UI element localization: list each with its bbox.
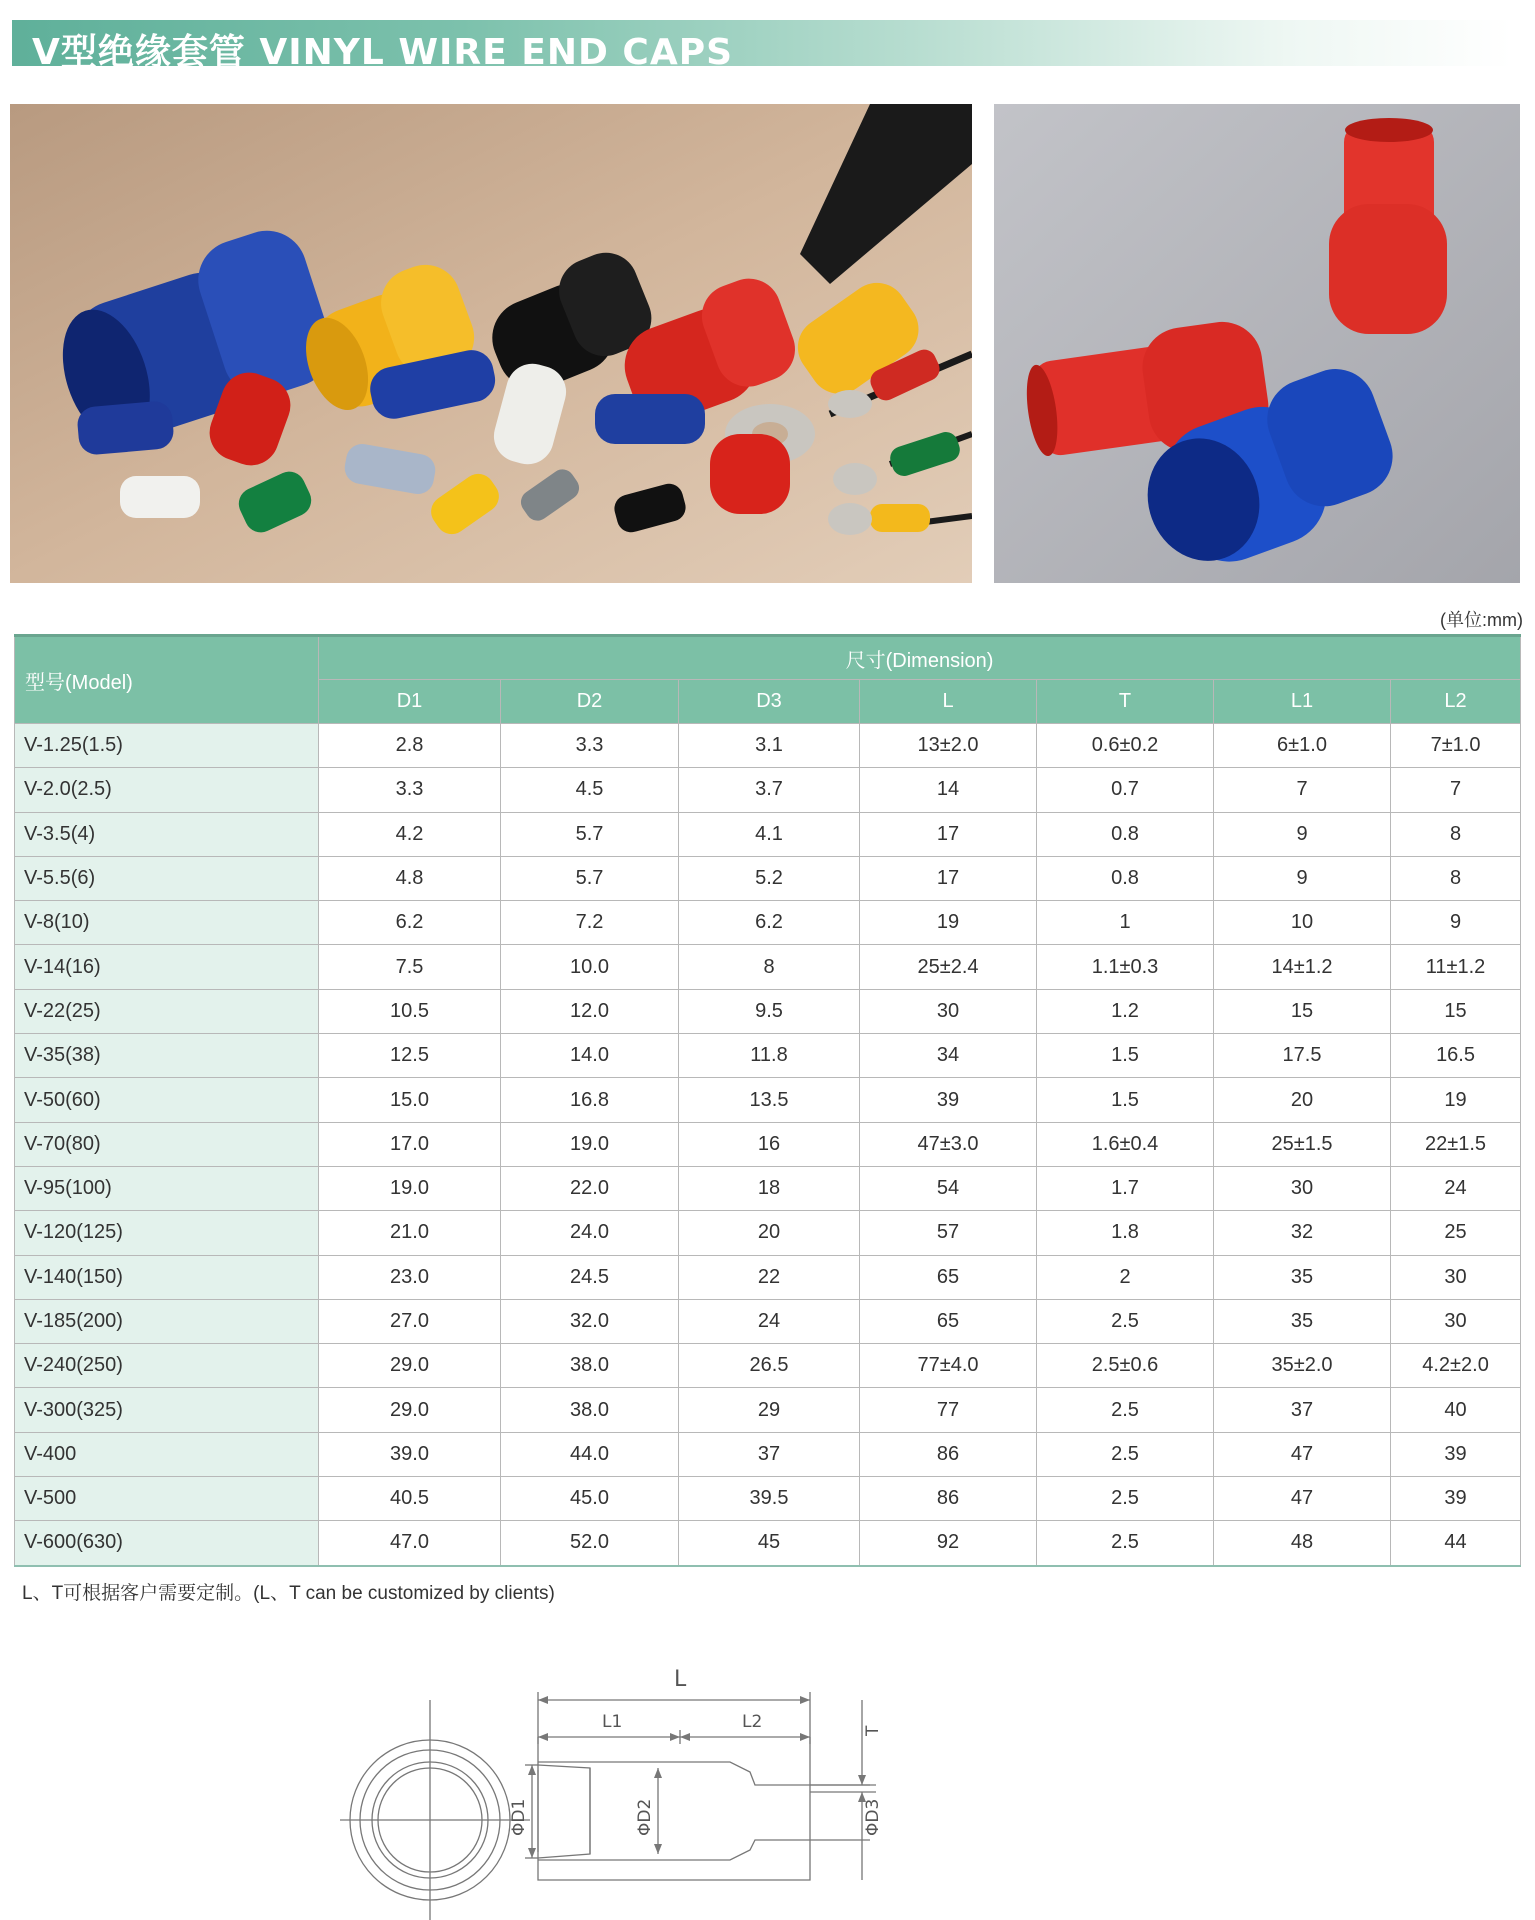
model-cell: V-600(630) <box>15 1521 319 1566</box>
dimension-cell-t: 2.5 <box>1037 1521 1214 1566</box>
dimension-cell-t: 1.7 <box>1037 1166 1214 1210</box>
model-cell: V-22(25) <box>15 989 319 1033</box>
dimension-cell-t: 0.6±0.2 <box>1037 724 1214 768</box>
model-cell: V-1.25(1.5) <box>15 724 319 768</box>
dimension-cell-t: 1.1±0.3 <box>1037 945 1214 989</box>
dimension-cell-d1: 15.0 <box>319 1078 501 1122</box>
dimension-cell-d1: 40.5 <box>319 1477 501 1521</box>
dimension-cell-l1: 6±1.0 <box>1214 724 1391 768</box>
dimension-cell-d1: 23.0 <box>319 1255 501 1299</box>
dimension-cell-d1: 12.5 <box>319 1034 501 1078</box>
model-cell: V-400 <box>15 1432 319 1476</box>
dimension-cell-d3: 9.5 <box>679 989 860 1033</box>
dimension-cell-d1: 47.0 <box>319 1521 501 1566</box>
model-cell: V-14(16) <box>15 945 319 989</box>
dimension-header: 尺寸(Dimension) <box>319 636 1521 680</box>
dimension-cell-d3: 5.2 <box>679 856 860 900</box>
dimension-cell-d1: 10.5 <box>319 989 501 1033</box>
dimension-cell-l2: 25 <box>1391 1211 1521 1255</box>
dimension-cell-d2: 5.7 <box>501 856 679 900</box>
model-cell: V-8(10) <box>15 901 319 945</box>
dimension-cell-l1: 47 <box>1214 1477 1391 1521</box>
dim-label-T: T <box>863 1725 883 1736</box>
dimension-cell-l: 57 <box>860 1211 1037 1255</box>
dimension-cell-l1: 14±1.2 <box>1214 945 1391 989</box>
table-row <box>15 1034 1521 1078</box>
dimension-cell-l1: 30 <box>1214 1166 1391 1210</box>
dimension-cell-l2: 7 <box>1391 768 1521 812</box>
dimension-cell-l1: 35 <box>1214 1299 1391 1343</box>
dimension-cell-d3: 39.5 <box>679 1477 860 1521</box>
model-cell: V-2.0(2.5) <box>15 768 319 812</box>
dimension-cell-l: 14 <box>860 768 1037 812</box>
dimension-cell-l: 65 <box>860 1299 1037 1343</box>
dimension-cell-l: 77±4.0 <box>860 1344 1037 1388</box>
dimension-cell-d1: 7.5 <box>319 945 501 989</box>
dimension-cell-l: 17 <box>860 856 1037 900</box>
dimension-cell-l2: 4.2±2.0 <box>1391 1344 1521 1388</box>
column-header-d3: D3 <box>679 680 860 724</box>
dimension-drawing <box>340 1640 1120 1920</box>
dimension-cell-t: 1.5 <box>1037 1078 1214 1122</box>
column-header-t: T <box>1037 680 1214 724</box>
column-header-l: L <box>860 680 1037 724</box>
dimension-cell-d2: 44.0 <box>501 1432 679 1476</box>
dimension-cell-l2: 39 <box>1391 1432 1521 1476</box>
dimension-cell-d1: 17.0 <box>319 1122 501 1166</box>
dimension-cell-l1: 20 <box>1214 1078 1391 1122</box>
column-header-d1: D1 <box>319 680 501 724</box>
dimension-cell-d1: 4.2 <box>319 812 501 856</box>
model-cell: V-95(100) <box>15 1166 319 1210</box>
table-row <box>15 768 1521 812</box>
dimension-cell-d3: 26.5 <box>679 1344 860 1388</box>
dimension-cell-t: 1.5 <box>1037 1034 1214 1078</box>
dimension-cell-l1: 7 <box>1214 768 1391 812</box>
dimension-cell-l: 34 <box>860 1034 1037 1078</box>
dimension-cell-l2: 22±1.5 <box>1391 1122 1521 1166</box>
dimension-cell-t: 0.8 <box>1037 856 1214 900</box>
dimension-cell-l2: 19 <box>1391 1078 1521 1122</box>
dimension-cell-d2: 38.0 <box>501 1344 679 1388</box>
dimension-cell-l2: 7±1.0 <box>1391 724 1521 768</box>
model-cell: V-70(80) <box>15 1122 319 1166</box>
dimension-cell-d2: 38.0 <box>501 1388 679 1432</box>
dimension-cell-l: 54 <box>860 1166 1037 1210</box>
dimension-cell-t: 1.6±0.4 <box>1037 1122 1214 1166</box>
model-cell: V-140(150) <box>15 1255 319 1299</box>
model-cell: V-300(325) <box>15 1388 319 1432</box>
dimension-cell-t: 2.5 <box>1037 1432 1214 1476</box>
dimension-cell-d2: 12.0 <box>501 989 679 1033</box>
dimension-cell-l1: 32 <box>1214 1211 1391 1255</box>
product-photo-three-caps <box>994 104 1520 583</box>
table-row <box>15 1166 1521 1210</box>
dimension-cell-l: 86 <box>860 1477 1037 1521</box>
dimension-cell-l1: 9 <box>1214 812 1391 856</box>
dimension-cell-d3: 18 <box>679 1166 860 1210</box>
dimension-cell-d2: 5.7 <box>501 812 679 856</box>
dimension-cell-l2: 30 <box>1391 1255 1521 1299</box>
dim-label-D2: ΦD2 <box>635 1798 655 1836</box>
dimension-cell-d1: 39.0 <box>319 1432 501 1476</box>
dimension-cell-l2: 30 <box>1391 1299 1521 1343</box>
dimension-cell-d3: 13.5 <box>679 1078 860 1122</box>
table-row <box>15 945 1521 989</box>
model-cell: V-35(38) <box>15 1034 319 1078</box>
table-row <box>15 901 1521 945</box>
column-header-l2: L2 <box>1391 680 1521 724</box>
dim-label-D3: ΦD3 <box>863 1798 883 1836</box>
table-row <box>15 1211 1521 1255</box>
table-row <box>15 1388 1521 1432</box>
dim-label-L1: L1 <box>602 1712 623 1732</box>
dimension-cell-d1: 27.0 <box>319 1299 501 1343</box>
dimension-cell-l: 25±2.4 <box>860 945 1037 989</box>
customization-note: L、T可根据客户需要定制。(L、T can be customized by clients) <box>22 1583 555 1604</box>
dimension-cell-l2: 16.5 <box>1391 1034 1521 1078</box>
dimension-cell-d1: 29.0 <box>319 1388 501 1432</box>
dimension-cell-l1: 35 <box>1214 1255 1391 1299</box>
model-cell: V-240(250) <box>15 1344 319 1388</box>
dimension-cell-l2: 24 <box>1391 1166 1521 1210</box>
dimension-cell-d3: 20 <box>679 1211 860 1255</box>
dimension-cell-l2: 44 <box>1391 1521 1521 1566</box>
table-row <box>15 1122 1521 1166</box>
dimension-cell-d3: 8 <box>679 945 860 989</box>
dimension-cell-t: 1 <box>1037 901 1214 945</box>
dimension-cell-d2: 16.8 <box>501 1078 679 1122</box>
dimension-cell-l2: 40 <box>1391 1388 1521 1432</box>
dimension-cell-l1: 35±2.0 <box>1214 1344 1391 1388</box>
table-row <box>15 856 1521 900</box>
dimension-cell-d2: 32.0 <box>501 1299 679 1343</box>
dim-label-L: L <box>674 1667 687 1692</box>
dimension-cell-t: 0.8 <box>1037 812 1214 856</box>
dimension-cell-l2: 39 <box>1391 1477 1521 1521</box>
dimension-cell-l1: 15 <box>1214 989 1391 1033</box>
dimension-cell-l2: 15 <box>1391 989 1521 1033</box>
dimension-cell-d1: 29.0 <box>319 1344 501 1388</box>
dimension-cell-l2: 8 <box>1391 812 1521 856</box>
table-row <box>15 989 1521 1033</box>
dimension-cell-d2: 19.0 <box>501 1122 679 1166</box>
product-photo-assorted-caps <box>10 104 972 583</box>
dimension-cell-d3: 24 <box>679 1299 860 1343</box>
dimension-cell-d1: 6.2 <box>319 901 501 945</box>
dimension-cell-l1: 47 <box>1214 1432 1391 1476</box>
dim-label-D1: ΦD1 <box>509 1798 529 1836</box>
dimension-cell-t: 2.5 <box>1037 1299 1214 1343</box>
dim-label-L2: L2 <box>742 1712 763 1732</box>
table-row <box>15 812 1521 856</box>
dimension-cell-l1: 48 <box>1214 1521 1391 1566</box>
dimension-cell-t: 0.7 <box>1037 768 1214 812</box>
dimension-cell-d2: 24.5 <box>501 1255 679 1299</box>
table-row <box>15 1344 1521 1388</box>
specification-table <box>14 634 1521 1567</box>
title-banner <box>12 20 1512 73</box>
dimension-cell-l: 17 <box>860 812 1037 856</box>
dimension-cell-d2: 52.0 <box>501 1521 679 1566</box>
dimension-cell-d1: 2.8 <box>319 724 501 768</box>
dimension-cell-d2: 14.0 <box>501 1034 679 1078</box>
dimension-cell-d3: 3.7 <box>679 768 860 812</box>
table-row <box>15 1255 1521 1299</box>
dimension-cell-d3: 6.2 <box>679 901 860 945</box>
dimension-cell-l2: 11±1.2 <box>1391 945 1521 989</box>
dimension-cell-d2: 4.5 <box>501 768 679 812</box>
model-cell: V-50(60) <box>15 1078 319 1122</box>
dimension-cell-l1: 25±1.5 <box>1214 1122 1391 1166</box>
table-row <box>15 1477 1521 1521</box>
dimension-cell-d2: 7.2 <box>501 901 679 945</box>
model-cell: V-185(200) <box>15 1299 319 1343</box>
model-cell: V-500 <box>15 1477 319 1521</box>
dimension-cell-t: 2 <box>1037 1255 1214 1299</box>
dimension-cell-d3: 4.1 <box>679 812 860 856</box>
dimension-cell-t: 2.5 <box>1037 1477 1214 1521</box>
dimension-cell-l: 13±2.0 <box>860 724 1037 768</box>
dimension-cell-d2: 10.0 <box>501 945 679 989</box>
dimension-cell-d3: 3.1 <box>679 724 860 768</box>
model-column-header: 型号(Model) <box>15 636 319 724</box>
dimension-cell-t: 2.5±0.6 <box>1037 1344 1214 1388</box>
dimension-cell-l1: 9 <box>1214 856 1391 900</box>
dimension-cell-l: 77 <box>860 1388 1037 1432</box>
table-row <box>15 1299 1521 1343</box>
dimension-cell-d1: 4.8 <box>319 856 501 900</box>
dimension-cell-d3: 45 <box>679 1521 860 1566</box>
dimension-cell-d3: 11.8 <box>679 1034 860 1078</box>
dimension-cell-t: 1.8 <box>1037 1211 1214 1255</box>
dimension-cell-d2: 22.0 <box>501 1166 679 1210</box>
dimension-cell-l: 39 <box>860 1078 1037 1122</box>
dimension-cell-d3: 29 <box>679 1388 860 1432</box>
dimension-cell-l1: 17.5 <box>1214 1034 1391 1078</box>
dimension-cell-t: 1.2 <box>1037 989 1214 1033</box>
dimension-cell-l: 19 <box>860 901 1037 945</box>
dimension-cell-d3: 16 <box>679 1122 860 1166</box>
dimension-cell-l: 86 <box>860 1432 1037 1476</box>
dimension-cell-t: 2.5 <box>1037 1388 1214 1432</box>
dimension-cell-l: 92 <box>860 1521 1037 1566</box>
dimension-cell-d1: 21.0 <box>319 1211 501 1255</box>
dimension-cell-d2: 24.0 <box>501 1211 679 1255</box>
dimension-cell-d3: 37 <box>679 1432 860 1476</box>
dimension-cell-d2: 3.3 <box>501 724 679 768</box>
model-cell: V-5.5(6) <box>15 856 319 900</box>
dimension-cell-l1: 10 <box>1214 901 1391 945</box>
table-row <box>15 1521 1521 1566</box>
dimension-cell-d3: 22 <box>679 1255 860 1299</box>
model-cell: V-120(125) <box>15 1211 319 1255</box>
dimension-cell-d1: 19.0 <box>319 1166 501 1210</box>
column-header-d2: D2 <box>501 680 679 724</box>
page-title: V型绝缘套管 VINYL WIRE END CAPS <box>32 32 734 73</box>
table-row <box>15 1432 1521 1476</box>
dimension-cell-l2: 9 <box>1391 901 1521 945</box>
table-row <box>15 1078 1521 1122</box>
dimension-cell-d2: 45.0 <box>501 1477 679 1521</box>
dimension-cell-d1: 3.3 <box>319 768 501 812</box>
model-cell: V-3.5(4) <box>15 812 319 856</box>
unit-note: (单位:mm) <box>1440 610 1523 630</box>
dimension-cell-l1: 37 <box>1214 1388 1391 1432</box>
dimension-cell-l: 65 <box>860 1255 1037 1299</box>
dimension-cell-l: 47±3.0 <box>860 1122 1037 1166</box>
column-header-l1: L1 <box>1214 680 1391 724</box>
dimension-cell-l: 30 <box>860 989 1037 1033</box>
dimension-cell-l2: 8 <box>1391 856 1521 900</box>
table-row <box>15 724 1521 768</box>
